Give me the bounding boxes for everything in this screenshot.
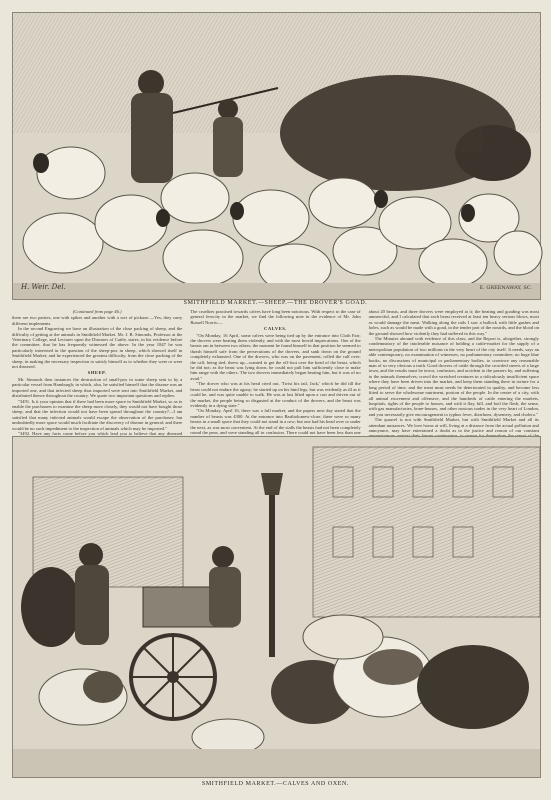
- paragraph: "3492. Have any facts come before you which lead you to believe that any diseased: [18, 430, 183, 436]
- article-column-1: [12, 309, 183, 436]
- paragraph: "On Monday, 16 April, some calves were being tied up by the entrance into Cloth Fair; the drovers were beating them violently, and with the most horrid imprecations. One of the beasts ran in between two others; the moment he found himself in that position he seemed to thrash himself safe from the persecutions of the drovers, and sank down on the ground completely exhausted. One of the drovers, who was on the pavement, rolled the calf over; the calf, being tied, threw up—wanted to get the off-foot over the head of the beast, which he did not; as the beast was lying down, he could not pull him sufficiently close to make him range with the others. The two drovers immediately began beating him, but it was of no avail.": [190, 332, 361, 381]
- paragraph: "3491. Is it your opinion that if there had been more space in Smithfield Market, so as to enable the purchasers to examine the sheep more closely, they would not have bought those sheep, and that the infection would not have been spread throughout the country?—I am satisfied that many infected animals would escape the observation of the purchaser; but undoubtedly more space would much facilitate the discovery of disease in general; and there would be no such impediment to the inspection of animals which may be imported.": [12, 398, 183, 431]
- paragraph: "On Monday, April 16, there was a full market; and the papers next day stated that the number of beasts was 4300. At the entrance into Bartholomew-close, there were so many beasts in a small space that they could not stand in a row; but one had his head over or under the next, as was most convenient. At the end of the stalls the beasts had not been completely round the pens, and were standing all in confusion. There could not have been less than one: [190, 408, 361, 435]
- paragraph: about 20 beasts, and three drovers were employed at it; the beating and goading was most unmerciful, and I calculated that each beast received at least ten heavy serious blows, most as would damage the meat. Walking along the rails I saw a bullock with little gashes and holes, such as would be made with a goad, in the tender part of the nostrils, and the blood on the ground showed how violently they had suffered in this way.": [368, 309, 539, 336]
- paragraph: there are two parties, one with spikes and another with a sort of pickaxe.—Yes; they carry different implements.: [12, 315, 183, 326]
- caption-sheep: SMITHFIELD MARKET.—SHEEP.—THE DROVER'S GOAD.: [183, 300, 368, 306]
- caption-calves-oxen: SMITHFIELD MARKET.—CALVES AND OXEN.: [201, 781, 350, 787]
- engraver-signature-top: E. GREENAWAY, SC.: [479, 285, 532, 291]
- article-column-3: [369, 309, 539, 431]
- paragraph: Mr. Simonds then instances the destruction of small-pox in some sheep sent to by a particular vessel from Hamburgh; in which, also, he satisfied himself that the disease was an imported one, and that infected sheep thus imported were sent into Smithfield Market, and distributed thence throughout the country. We quote two important questions and replies:: [12, 376, 183, 399]
- sheep-illustration: [13, 13, 540, 299]
- calves-oxen-illustration: [13, 437, 540, 777]
- paragraph: The quarrel is not with Smithfield Market, but with Smithfield Market and all its attendant nuisances. We love horns at will, living at a distance from the actual pollution and annoyance, may have entertained a doubt as to the justice and reason of our constant: [368, 417, 539, 433]
- section-heading-sheep: SHEEP.: [87, 370, 107, 376]
- horse: [21, 567, 81, 647]
- paragraph: The cruelties practised towards calves have long been notorious. With respect to the case of general ferocity in the market, we find the following note in the evidence of Mr. John Russell Norris:—: [190, 309, 361, 325]
- continued-note: (Continued from page 46.): [72, 309, 122, 314]
- paragraph: "The drover who was at his head cried out, 'Twist his tail, Jack,' which he did till the beast could not endure the agony; he started up on his hind legs, but was evidently as ill as it could be, and was quite unable to walk. He was at last lifted upon a cart and driven out of the market, the people being so disgusted at the conduct of the drovers, and the beast was evidently in a dying state.": [190, 381, 361, 408]
- artist-signature-top: H. Weir. Del.: [21, 283, 66, 291]
- article-column-2: [190, 309, 361, 435]
- section-heading-calves: CALVES.: [264, 326, 287, 332]
- sheep-engraving: [12, 12, 541, 300]
- article-body: [12, 309, 539, 436]
- calves-oxen-engraving: [12, 436, 541, 778]
- paragraph: In the second Engraving we have an illustration of the close packing of sheep, and the difficulty of getting at the animals in Smithfield Market. Mr. J. B. Simonds, Professor at the Veterinary College, and Lecturer upon the Diseases of Cattle, states, in his evidence before the committee, that he has frequently witnessed the above. In the year 1847 he was particularly interested in the question of the sheep-pox in sheep, which showed itself in Smithfield Market; and he experienced the greatest difficulty, from the close packing of the sheep, in making the necessary inspection to satisfy himself as to whether they were or were not diseased.: [12, 326, 183, 370]
- paragraph: The Minutes abound with evidence of this class; and the Report is, altogether, strongly condemnatory of the intolerable nuisance of holding a cattle-market for the supply of a metropolitan population of two millions in the very heart of the city itself. It needs, says an able contemporary, no examination of witnesses, no parliamentary committee, no huge blue books, no discussions of municipal or parliamentary bodies, to convince any reasonable man of so very obvious a truth. Good drovers of cattle through the crowded streets of a large town, and the results must be terror, confusion, and accident to the passers by, and suffering to the animals themselves; crowd the wretched creatures in a ridiculously insufficient space where they have been driven into the market, and keep them standing there in torture for a long period of time, and the meat must needs be deteriorated in quality, and become less fitted to serve the wholesome nutriment, portion of the people. In the centre of a city, with all animal excrement and offensive, and the hundreds of cattle entering the markets, hospitals, rights of the people to houses, and with it flay, kill, and boil the flesh, the sense, with gas manufactories, bone-houses, and other noxious trades in the very heart of London, and you necessarily give encouragement to typhus fever, diarrhoea, dysentery, and cholera.": [368, 336, 539, 417]
